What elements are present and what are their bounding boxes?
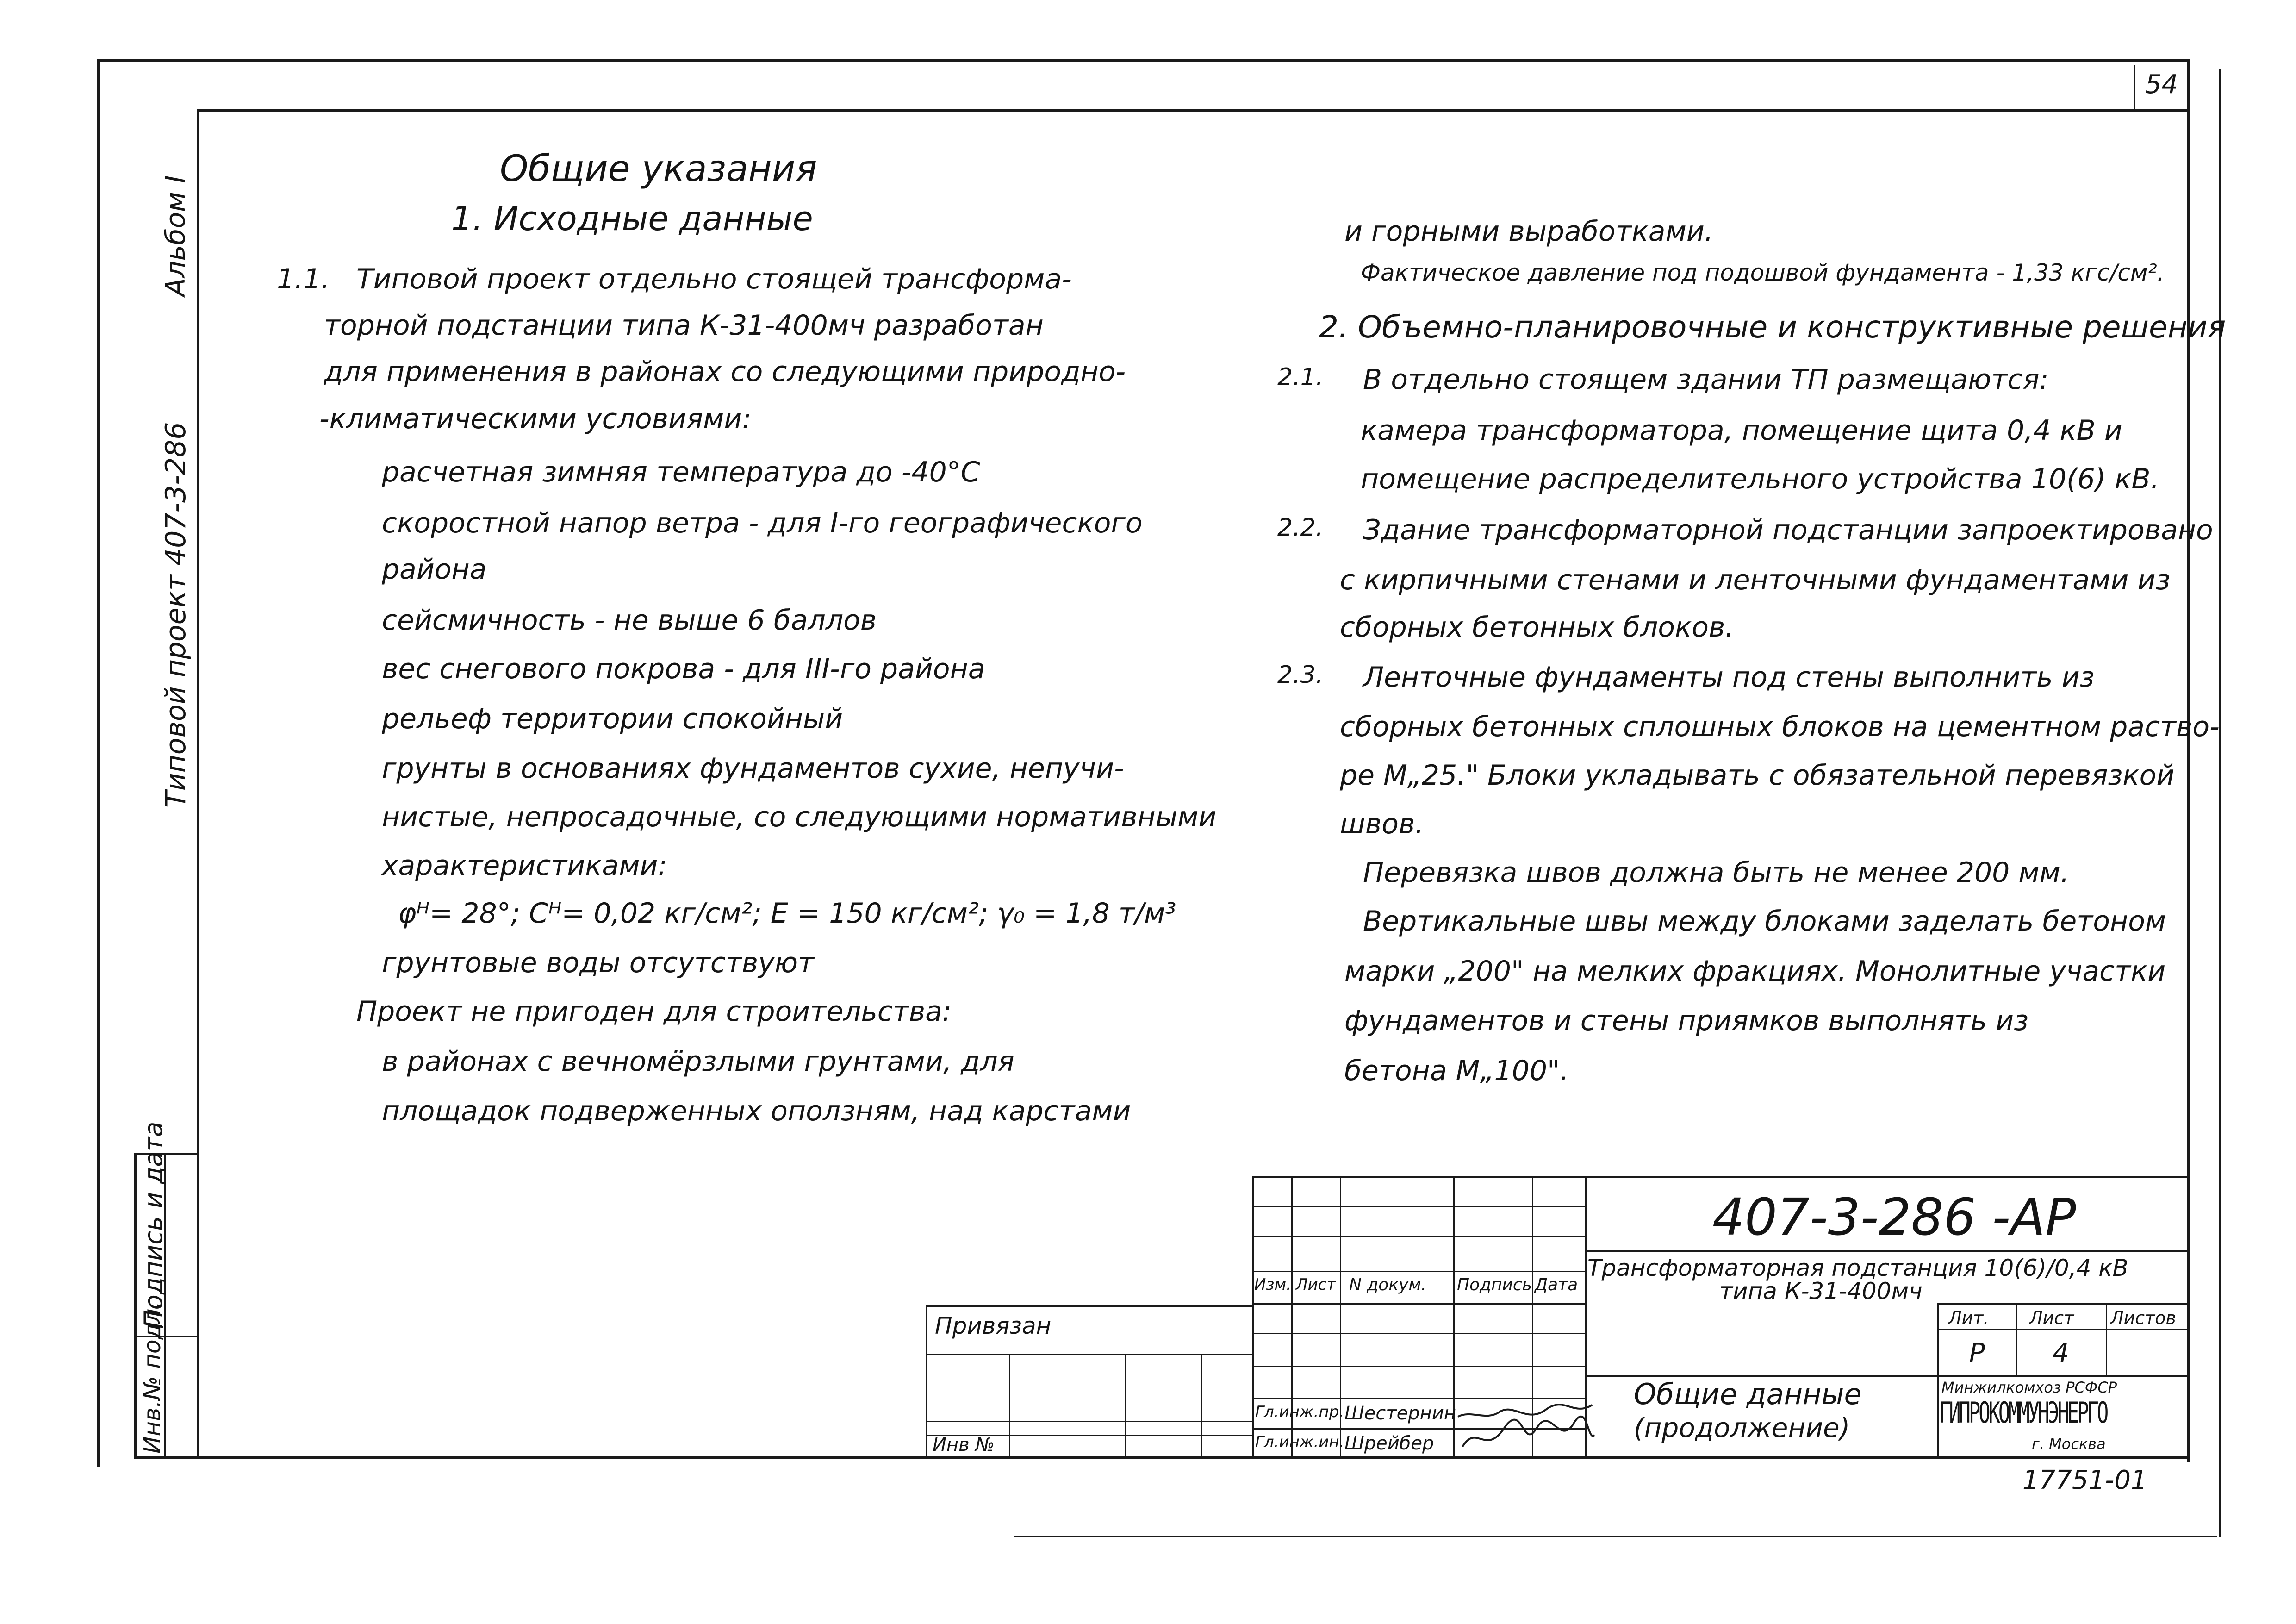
tb-role-1: Гл.инж.пр. bbox=[1255, 1403, 1344, 1421]
right-line-18: бетона М„100". bbox=[1344, 1055, 1569, 1087]
bottom-trim-line bbox=[1014, 1536, 2217, 1537]
right-line-5: камера трансформатора, помещение щита 0,4 кВ и bbox=[1361, 414, 2122, 447]
right-line-12: ре М„25." Блоки укладывать с обязательной перевязкой bbox=[1340, 759, 2175, 792]
right-line-14: Перевязка швов должна быть не менее 200 мм. bbox=[1363, 856, 2070, 889]
outer-frame-left bbox=[97, 59, 100, 1467]
priv-col-2 bbox=[1125, 1354, 1126, 1458]
tb-right-col-1 bbox=[1937, 1303, 1939, 1458]
right-trim-line bbox=[2219, 69, 2221, 1537]
left-line-4: -климатическими условиями: bbox=[319, 403, 752, 435]
clause-1-1-number: 1.1. bbox=[277, 263, 330, 295]
tb-row-5 bbox=[1252, 1333, 1585, 1334]
tb-title-line-2: типа К-31-400мч bbox=[1719, 1278, 1923, 1305]
tb-right-row-3 bbox=[1585, 1375, 2189, 1377]
left-line-16: Проект не пригоден для строительства: bbox=[356, 995, 952, 1028]
tb-col-list: Лист bbox=[1296, 1275, 1336, 1294]
left-line-18: площадок подверженных оползням, над карстами bbox=[382, 1095, 1131, 1127]
clause-2-2-number: 2.2. bbox=[1277, 514, 1324, 542]
tb-org: ГИПРОКОММУНЭНЕРГО bbox=[1939, 1396, 2107, 1430]
right-line-8: с кирпичными стенами и ленточными фундаментами из bbox=[1340, 564, 2171, 596]
priv-top bbox=[926, 1305, 1252, 1307]
sidebar-project: Типовой проект 407-3-286 bbox=[160, 422, 192, 808]
priv-col-1 bbox=[1009, 1354, 1010, 1458]
document-title: Общие указания bbox=[500, 148, 817, 190]
tb-name-1: Шестернин bbox=[1344, 1403, 1456, 1424]
tb-inv-no: Инв № bbox=[933, 1434, 995, 1455]
left-line-6: скоростной напор ветра - для I-го географического bbox=[382, 507, 1143, 539]
tb-left-line bbox=[1252, 1176, 1254, 1458]
tb-right-row-4 bbox=[1937, 1329, 2189, 1330]
inner-frame-top bbox=[197, 109, 2189, 112]
right-line-10: Ленточные фундаменты под стены выполнить из bbox=[1363, 661, 2095, 693]
right-line-16: марки „200" на мелких фракциях. Монолитные участки bbox=[1344, 955, 2166, 987]
tb-right-row-1 bbox=[1585, 1250, 2189, 1252]
tb-sheet-title-2: (продолжение) bbox=[1634, 1412, 1850, 1443]
tb-col-izm: Изм. bbox=[1254, 1275, 1291, 1294]
tb-title-line-1: Трансформаторная подстанция 10(6)/0,4 кВ bbox=[1587, 1255, 2128, 1281]
clause-2-1-number: 2.1. bbox=[1277, 363, 1324, 391]
left-line-2: торной подстанции типа К-31-400мч разработан bbox=[324, 309, 1044, 342]
tb-col-data: Дата bbox=[1535, 1275, 1578, 1294]
sidebar-signature-label: Подпись и дата bbox=[139, 1121, 168, 1329]
tb-role-2: Гл.инж.ин. bbox=[1255, 1433, 1344, 1451]
left-line-13: характеристиками: bbox=[382, 849, 667, 882]
right-line-1: и горными выработками. bbox=[1344, 215, 1713, 248]
tb-col-ndok: N докум. bbox=[1349, 1275, 1426, 1294]
page-number: 54 bbox=[2145, 69, 2178, 100]
signature-scribble-1 bbox=[1453, 1396, 1597, 1461]
right-line-13: швов. bbox=[1340, 808, 1424, 840]
tb-top-line bbox=[1252, 1176, 2189, 1178]
priv-row-3 bbox=[926, 1421, 1252, 1422]
tb-listov-label: Листов bbox=[2110, 1308, 2176, 1328]
tb-row-2 bbox=[1252, 1236, 1585, 1237]
tb-city: г. Москва bbox=[2032, 1435, 2106, 1453]
right-line-11: сборных бетонных сплошных блоков на цементном раство- bbox=[1340, 711, 2220, 743]
tb-col-podp: Подпись bbox=[1457, 1275, 1532, 1294]
tb-row-1 bbox=[1252, 1206, 1585, 1207]
right-line-4: В отдельно стоящем здании ТП размещаются: bbox=[1363, 363, 2049, 396]
priv-col-3 bbox=[1201, 1354, 1202, 1458]
left-line-10: рельеф территории спокойный bbox=[382, 703, 843, 735]
clause-2-3-number: 2.3. bbox=[1277, 661, 1324, 689]
tb-list-value: 4 bbox=[2053, 1338, 2069, 1368]
tb-ministry: Минжилкомхоз РСФСР bbox=[1941, 1379, 2117, 1396]
tb-right-col-2 bbox=[2016, 1303, 2017, 1375]
tb-right-row-2 bbox=[1937, 1303, 2189, 1305]
right-line-9: сборных бетонных блоков. bbox=[1340, 611, 1734, 643]
inner-frame-left bbox=[197, 109, 199, 1456]
outer-frame-top bbox=[100, 59, 2189, 62]
sidebar-album: Альбом I bbox=[160, 175, 191, 296]
doc-code: 407-3-286 -АР bbox=[1712, 1187, 2076, 1247]
inner-frame-bottom bbox=[134, 1456, 2190, 1459]
left-line-11: грунты в основаниях фундаментов сухие, непучи- bbox=[382, 752, 1124, 785]
tb-row-3 bbox=[1252, 1271, 1585, 1272]
right-line-6: помещение распределительного устройства 10(6) кВ. bbox=[1361, 463, 2159, 495]
tb-sheet-title-1: Общие данные bbox=[1634, 1377, 1862, 1411]
tb-row-4 bbox=[1252, 1303, 1585, 1305]
tb-row-6 bbox=[1252, 1366, 1585, 1367]
tb-privyazan: Привязан bbox=[935, 1312, 1052, 1339]
tb-name-2: Шрейбер bbox=[1344, 1433, 1434, 1454]
bottom-number: 17751-01 bbox=[2022, 1465, 2147, 1495]
tb-lit-label: Лит. bbox=[1948, 1308, 1989, 1328]
left-line-7: района bbox=[382, 553, 487, 586]
tb-list-label: Лист bbox=[2029, 1308, 2074, 1328]
left-line-17: в районах с вечномёрзлыми грунтами, для bbox=[382, 1045, 1014, 1078]
left-line-15: грунтовые воды отсутствуют bbox=[382, 947, 815, 979]
left-line-9: вес снегового покрова - для III-го района bbox=[382, 653, 985, 685]
left-line-8: сейсмичность - не выше 6 баллов bbox=[382, 604, 877, 637]
left-line-1: Типовой проект отдельно стоящей трансформа- bbox=[356, 263, 1072, 295]
right-line-2: Фактическое давление под подошвой фундамента - 1,33 кгс/см². bbox=[1361, 259, 2165, 286]
left-line-14-formula: φᴴ= 28°; Cᴴ= 0,02 кг/см²; Е = 150 кг/см²; γ₀ = 1,8 т/м³ bbox=[398, 897, 1176, 930]
left-line-3: для применения в районах со следующими природно- bbox=[324, 356, 1126, 388]
sidebar-divider bbox=[134, 1153, 137, 1458]
tb-lit-value: Р bbox=[1969, 1338, 1985, 1368]
right-line-7: Здание трансформаторной подстанции запроектировано bbox=[1363, 514, 2213, 546]
left-line-12: нистые, непросадочные, со следующими нормативными bbox=[382, 801, 1217, 833]
left-line-5: расчетная зимняя температура до -40°С bbox=[382, 456, 980, 488]
page-number-box-left bbox=[2134, 65, 2135, 110]
sidebar-inv-label: Инв.№ подл. bbox=[139, 1301, 166, 1454]
section-1-heading: 1. Исходные данные bbox=[451, 199, 813, 238]
tb-right-col-3 bbox=[2106, 1303, 2107, 1375]
priv-row-1 bbox=[926, 1354, 1252, 1355]
right-line-15: Вертикальные швы между блоками заделать бетоном bbox=[1363, 905, 2166, 937]
section-2-heading: 2. Объемно-планировочные и конструктивные решения bbox=[1319, 309, 2226, 345]
right-line-17: фундаментов и стены приямков выполнять из bbox=[1344, 1005, 2029, 1037]
